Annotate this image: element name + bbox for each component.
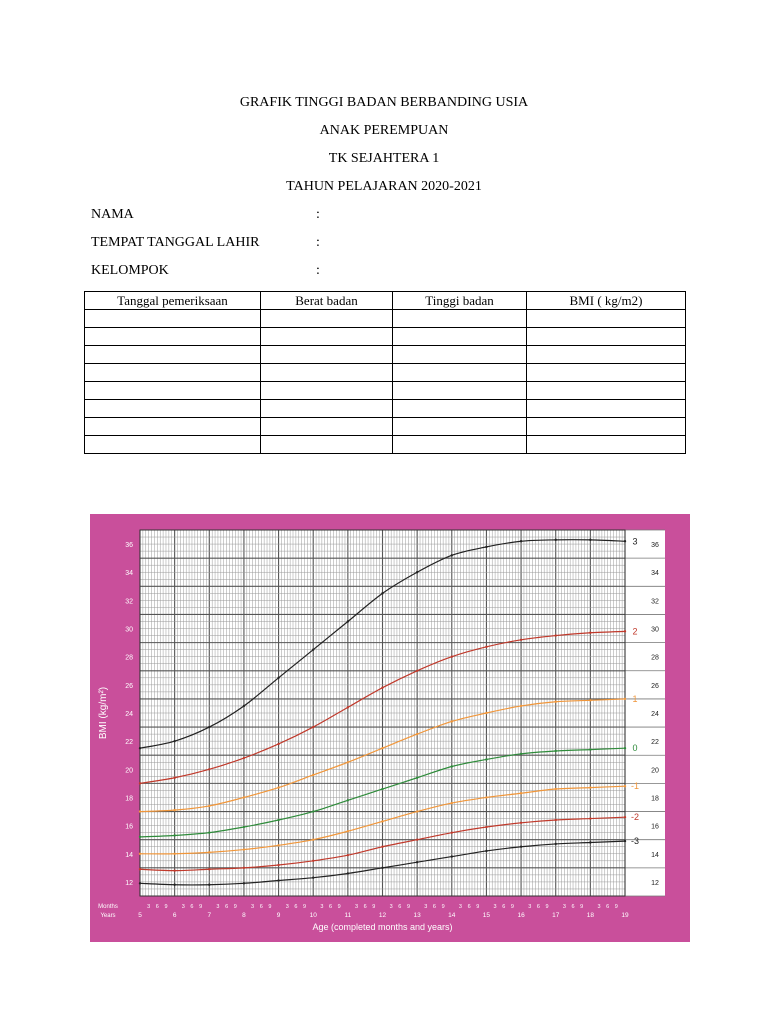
table-cell[interactable] [261,382,393,400]
curve-point-0 [451,765,453,767]
doc-title-line3: TK SEJAHTERA 1 [328,151,440,166]
x-tick-label-year: 17 [552,912,560,919]
curve-point--3 [312,877,314,879]
curve-point--3 [243,882,245,884]
curve-point-2 [589,632,591,634]
table-row [85,400,686,418]
x-tick-label-month: 3 [597,904,601,910]
table-cell[interactable] [527,346,686,364]
curve-point--2 [243,867,245,869]
x-tick-label-year: 14 [448,912,456,919]
bmi-chart-svg [90,514,690,942]
curve-point--1 [139,853,141,855]
x-tick-label-month: 3 [528,904,532,910]
x-tick-label-month: 9 [199,904,203,910]
x-tick-label-year: 8 [242,912,246,919]
curve-point-2 [139,782,141,784]
curve-point-1 [555,701,557,703]
x-tick-label-month: 3 [147,904,151,910]
curve-point--3 [416,861,418,863]
curve-point-2 [312,726,314,728]
table-cell[interactable] [261,364,393,382]
doc-title-line1: GRAFIK TINGGI BADAN BERBANDING USIA [239,95,529,110]
y-tick-label-right: 36 [651,542,659,550]
col-header-bmi: BMI ( kg/m2) [527,292,686,310]
y-tick-label-right: 12 [651,879,659,887]
x-tick-label-month: 6 [467,904,471,910]
curve-point--2 [277,864,279,866]
curve-point-0 [208,831,210,833]
curve-point--3 [520,846,522,848]
curve-point-0 [624,747,626,749]
table-cell[interactable] [527,436,686,454]
curve-point-3 [451,554,453,556]
table-cell[interactable] [85,400,261,418]
y-tick-label-left: 24 [125,711,133,718]
table-cell[interactable] [393,382,527,400]
curve-point-3 [589,539,591,541]
y-tick-label-left: 18 [125,795,133,803]
table-cell[interactable] [261,436,393,454]
curve-point-3 [243,705,245,707]
x-tick-label-year: 13 [413,912,421,919]
curve-point-3 [347,620,349,622]
x-tick-label-month: 3 [285,904,289,910]
curve-point--3 [589,841,591,843]
table-cell[interactable] [527,364,686,382]
curve-point--2 [208,868,210,870]
y-tick-label-left: 32 [125,598,133,606]
x-tick-label-month: 9 [406,904,411,910]
table-cell[interactable] [527,418,686,436]
table-cell[interactable] [85,364,261,382]
curve-point-1 [485,712,487,714]
x-tick-label-year: 19 [621,912,629,919]
table-cell[interactable] [85,328,261,346]
x-axis-label: Age (completed months and years) [312,922,453,932]
curve-point--2 [520,822,522,824]
y-tick-label-left: 26 [125,682,133,690]
field-ttl-label: TEMPAT TANGGAL LAHIR [91,235,260,250]
curve-label-2: 2 [632,626,638,637]
curve-point--1 [312,838,314,840]
exam-table-header [85,292,686,310]
exam-table-body [85,310,686,454]
curve-point-3 [624,540,626,542]
table-cell[interactable] [261,346,393,364]
curve-point--1 [555,788,557,790]
x-tick-label-month: 3 [181,904,185,910]
table-cell[interactable] [85,346,261,364]
curve-point-3 [139,747,141,749]
x-tick-label-month: 9 [614,904,618,910]
table-cell[interactable] [85,382,261,400]
table-cell[interactable] [85,418,261,436]
x-tick-label-month: 3 [251,904,255,910]
curve-label--1: -1 [630,781,640,792]
table-cell[interactable] [393,346,527,364]
y-tick-label-right: 26 [651,682,659,690]
curve-point--2 [589,817,591,819]
x-tick-label-month: 6 [329,904,333,910]
y-tick-label-right: 20 [651,767,659,775]
doc-title-line2: ANAK PEREMPUAN [319,123,449,138]
curve-point--3 [277,879,279,881]
curve-point--2 [624,816,626,818]
field-kelompok-label: KELOMPOK [91,263,169,278]
curve-point-2 [520,639,522,641]
x-tick-label-month: 3 [216,904,220,910]
x-tick-label-year: 7 [207,912,212,919]
table-cell[interactable] [393,328,527,346]
curve-point-1 [312,774,314,776]
table-cell[interactable] [393,364,527,382]
curve-label-1: 1 [632,693,638,704]
curve-label--3: -3 [630,836,640,847]
curve-point--3 [485,850,487,852]
curve-point-2 [624,630,626,632]
table-cell[interactable] [527,328,686,346]
curve-point--1 [451,802,453,804]
x-tick-label-month: 9 [268,904,272,910]
curve-point--3 [555,843,557,845]
curve-point-1 [416,733,418,735]
y-tick-label-right: 28 [651,654,659,662]
exam-table [84,291,686,454]
curve-point--1 [277,844,279,846]
y-tick-label-left: 16 [125,823,133,831]
curve-label--2: -2 [630,812,640,823]
curve-point--1 [416,810,418,812]
x-tick-label-month: 3 [493,904,497,910]
x-tick-label-year: 9 [276,912,281,919]
x-tick-label-month: 6 [606,904,610,910]
curve-point-1 [624,698,626,700]
curve-point-2 [277,743,279,745]
x-tick-label-year: 6 [172,912,177,919]
curve-point--2 [173,869,175,871]
curve-point--3 [381,867,383,869]
curve-point-0 [277,819,279,821]
x-tick-label-year: 11 [344,912,352,919]
curve-point--1 [208,851,210,853]
curve-point-1 [381,747,383,749]
curve-label-0: 0 [632,743,638,754]
col-header-date: Tanggal pemeriksaan [85,292,261,310]
table-cell[interactable] [261,418,393,436]
curve-point-2 [208,768,210,770]
y-axis-label: BMI (kg/m²) [98,686,109,740]
x-tick-label-month: 9 [303,904,307,910]
table-row [85,418,686,436]
col-header-height: Tinggi badan [393,292,527,310]
table-row [85,346,686,364]
curve-point-3 [520,540,522,542]
x-tick-label-month: 9 [476,904,480,910]
curve-point-3 [312,648,314,650]
curve-point--1 [243,848,245,850]
x-tick-label-month: 6 [502,904,506,910]
x-tick-label-month: 9 [510,904,514,910]
y-tick-label-right: 32 [651,598,659,606]
curve-point--2 [312,860,314,862]
x-tick-label-month: 6 [398,904,402,910]
doc-title-line4: TAHUN PELAJARAN 2020-2021 [286,179,482,194]
table-row [85,328,686,346]
curve-point-0 [139,836,141,838]
curve-point--1 [589,786,591,788]
table-cell[interactable] [261,400,393,418]
table-row [85,436,686,454]
bmi-chart [90,514,690,942]
curve-point-1 [208,805,210,807]
y-tick-label-left: 28 [125,654,133,662]
table-cell[interactable] [527,310,686,328]
curve-point--3 [208,884,210,886]
table-cell[interactable] [261,310,393,328]
table-cell[interactable] [393,310,527,328]
curve-point-1 [520,705,522,707]
table-cell[interactable] [261,328,393,346]
y-tick-label-left: 12 [125,879,133,887]
y-tick-label-right: 14 [651,851,659,859]
field-ttl-colon: : [316,235,320,250]
x-tick-label-month: 3 [458,904,462,910]
curve-point-2 [485,646,487,648]
table-cell[interactable] [85,436,261,454]
curve-point--2 [381,846,383,848]
x-tick-label-month: 3 [320,904,324,910]
curve-point-2 [243,757,245,759]
y-tick-label-left: 30 [125,626,133,634]
table-cell[interactable] [85,310,261,328]
x-tick-label-month: 9 [337,904,341,910]
x-tick-label-month: 6 [294,904,298,910]
y-tick-label-right: 16 [651,823,659,831]
curve-point--3 [173,884,175,886]
curve-point--1 [520,792,522,794]
y-tick-label-left: 14 [125,851,133,859]
curve-point-3 [381,592,383,594]
curve-point-0 [485,758,487,760]
curve-point-1 [173,809,175,811]
curve-point--2 [555,819,557,821]
x-tick-label-month: 3 [389,904,393,910]
x-tick-label-month: 3 [424,904,428,910]
x-tick-label-month: 6 [225,904,229,910]
curve-point-1 [347,761,349,763]
table-row [85,364,686,382]
curve-point-0 [312,810,314,812]
curve-point-3 [555,539,557,541]
curve-point--1 [624,785,626,787]
table-cell[interactable] [393,418,527,436]
curve-point--3 [624,840,626,842]
curve-point-3 [416,571,418,573]
curve-point-1 [589,699,591,701]
curve-point-1 [277,786,279,788]
x-tick-label-month: 6 [571,904,575,910]
y-tick-label-right: 24 [651,711,659,718]
curve-point--2 [485,826,487,828]
table-cell[interactable] [393,400,527,418]
curve-point--1 [173,853,175,855]
x-tick-label-year: 15 [482,912,491,919]
curve-point-0 [520,753,522,755]
curve-point--3 [451,855,453,857]
field-kelompok-colon: : [316,263,320,278]
y-tick-label-left: 20 [125,767,133,775]
y-tick-label-left: 34 [125,570,133,578]
table-cell[interactable] [393,436,527,454]
curve-point--1 [347,830,349,832]
curve-point-1 [139,810,141,812]
table-cell[interactable] [527,382,686,400]
curve-point--2 [347,854,349,856]
table-row [85,382,686,400]
curve-point--1 [485,796,487,798]
x-tick-label-month: 6 [363,904,367,910]
curve-point-1 [243,796,245,798]
y-tick-label-right: 34 [651,570,659,578]
curve-point-3 [485,546,487,548]
y-tick-label-right: 30 [651,626,659,634]
curve-point-3 [277,677,279,679]
col-header-weight: Berat badan [261,292,393,310]
x-tick-label-month: 6 [259,904,263,910]
y-tick-label-right: 22 [651,739,659,747]
table-row [85,310,686,328]
x-tick-label-month: 6 [155,904,159,910]
y-tick-label-left: 22 [125,739,133,747]
curve-point-0 [243,826,245,828]
curve-point--2 [451,831,453,833]
curve-point-2 [347,706,349,708]
curve-point-2 [381,686,383,688]
x-tick-label-month: 9 [580,904,584,910]
curve-point-2 [451,655,453,657]
x-tick-label-month: 9 [441,904,445,910]
curve-point-0 [589,748,591,750]
y-tick-label-left: 36 [125,542,133,550]
curve-point-0 [416,777,418,779]
x-tick-label-month: 9 [545,904,549,910]
curve-point-1 [451,720,453,722]
curve-point--3 [139,882,141,884]
x-tick-label-year: 18 [586,912,594,919]
x-row-label-years: Years [100,913,116,919]
curve-point-3 [173,740,175,742]
curve-point-2 [555,634,557,636]
x-tick-label-month: 6 [536,904,540,910]
x-tick-label-month: 3 [354,904,359,910]
x-tick-label-year: 16 [517,912,525,919]
curve-point--2 [139,868,141,870]
x-tick-label-year: 5 [138,912,142,919]
curve-point-2 [416,670,418,672]
curve-point--3 [347,872,349,874]
curve-point-0 [173,834,175,836]
x-tick-label-year: 10 [309,912,317,919]
x-tick-label-month: 6 [432,904,436,910]
curve-point-2 [173,777,175,779]
x-tick-label-month: 9 [372,904,376,910]
curve-point-0 [381,788,383,790]
x-tick-label-year: 12 [378,912,387,919]
curve-point-0 [555,750,557,752]
y-tick-label-right: 18 [651,795,659,803]
table-cell[interactable] [527,400,686,418]
x-tick-label-month: 9 [164,904,168,910]
curve-point--2 [416,838,418,840]
curve-point-0 [347,799,349,801]
curve-label-3: 3 [632,536,638,547]
field-nama-label: NAMA [91,207,134,222]
field-nama-colon: : [316,207,320,222]
curve-point-3 [208,726,210,728]
x-tick-label-month: 9 [233,904,237,910]
x-tick-label-month: 3 [562,904,566,910]
x-tick-label-month: 6 [190,904,194,910]
curve-point--1 [381,820,383,822]
x-row-label-months: Months [98,904,118,910]
